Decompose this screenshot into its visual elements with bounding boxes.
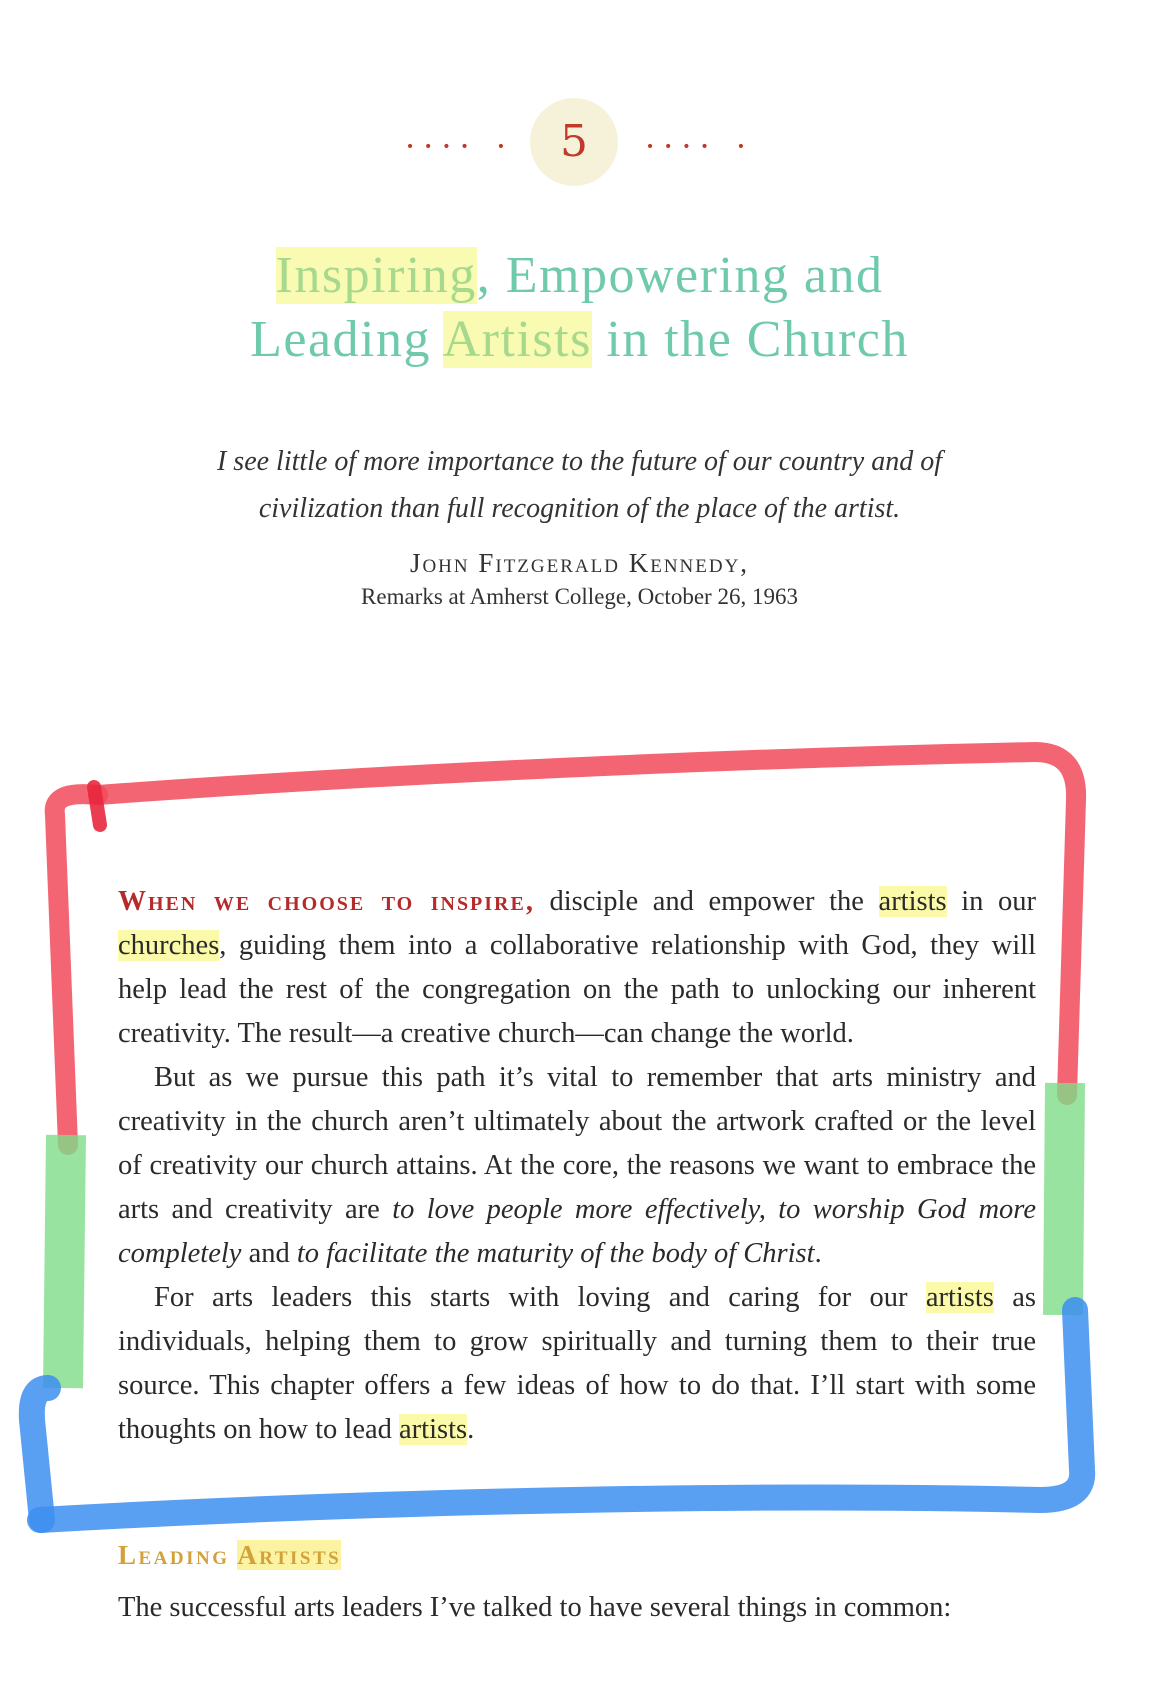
emphasis-text: to facilitate the maturity of the body of Christ xyxy=(296,1238,815,1269)
epigraph-source: Remarks at Amherst College, October 26, 1963 xyxy=(361,584,798,609)
paragraph-1 xyxy=(118,880,1036,1056)
emphasis-text: to love people more effectively, to worship God more completely xyxy=(118,1194,1036,1269)
paragraph-text: disciple and empower the xyxy=(534,886,879,917)
paragraph-text: and xyxy=(241,1238,297,1269)
paragraph-text: . xyxy=(814,1238,822,1269)
highlight-artists: artists xyxy=(878,886,947,917)
body-text xyxy=(118,880,1036,1452)
highlight-artists: artists xyxy=(925,1282,994,1313)
highlight-artists-heading: Artists xyxy=(237,1540,342,1570)
highlight-churches: churches xyxy=(118,930,220,961)
paragraph-text: . xyxy=(467,1414,475,1445)
paragraph-text: But as we pursue this path it’s vital to remember that arts ministry and creativity in the church aren’t ultimately about the artwork crafted or the level of creativity our church attains. At the core, the reasons we want to embrace the arts and creativity are xyxy=(118,1062,1036,1225)
section-first-line: The successful arts leaders I’ve talked to have several things in common: xyxy=(118,1592,952,1623)
section-heading xyxy=(118,1540,341,1571)
title-text: in the Church xyxy=(591,311,909,368)
highlight-artists: artists xyxy=(399,1414,468,1445)
marker-stroke-red-overlap xyxy=(94,787,100,825)
marker-stroke-blue-left xyxy=(32,1388,48,1520)
paragraph-3 xyxy=(118,1276,1036,1452)
chapter-dots-left: ···· · xyxy=(405,127,515,165)
title-text: , Empowering and xyxy=(476,247,884,304)
epigraph-line-1: I see little of more importance to the future of our country and of xyxy=(216,446,943,477)
chapter-dots-right: ···· · xyxy=(645,127,755,165)
title-highlight-artists: Artists xyxy=(442,311,592,368)
paragraph-text: , guiding them into a collaborative relationship with God, they will help lead the rest of the congregation on the path to unlocking our inherent creativity. The result—a creative church—can change the world. xyxy=(118,930,1036,1049)
marker-stroke-red-left xyxy=(55,794,98,1145)
title-highlight-inspiring: Inspiring xyxy=(275,247,477,304)
paragraph-text: in our xyxy=(946,886,1036,917)
paragraph-2 xyxy=(118,1056,1036,1276)
paragraph-text: as individuals, helping them to grow spiritually and turning them to their true source. This chapter offers a few ideas of how to do that. I’ll start with some thoughts on how to lead xyxy=(118,1282,1036,1445)
epigraph-author: John Fitzgerald Kennedy, xyxy=(409,548,750,578)
marker-stroke-green-right xyxy=(1063,1083,1065,1315)
chapter-number: 5 xyxy=(530,98,618,186)
section-heading-text: Leading xyxy=(118,1540,238,1570)
title-text: Leading xyxy=(250,311,443,368)
paragraph-text: For arts leaders this starts with loving and caring for our xyxy=(154,1282,926,1313)
opening-small-caps: When we choose to inspire, xyxy=(118,886,535,917)
epigraph-line-2: civilization than full recognition of the place of the artist. xyxy=(258,493,901,524)
marker-stroke-green-left xyxy=(63,1135,66,1388)
